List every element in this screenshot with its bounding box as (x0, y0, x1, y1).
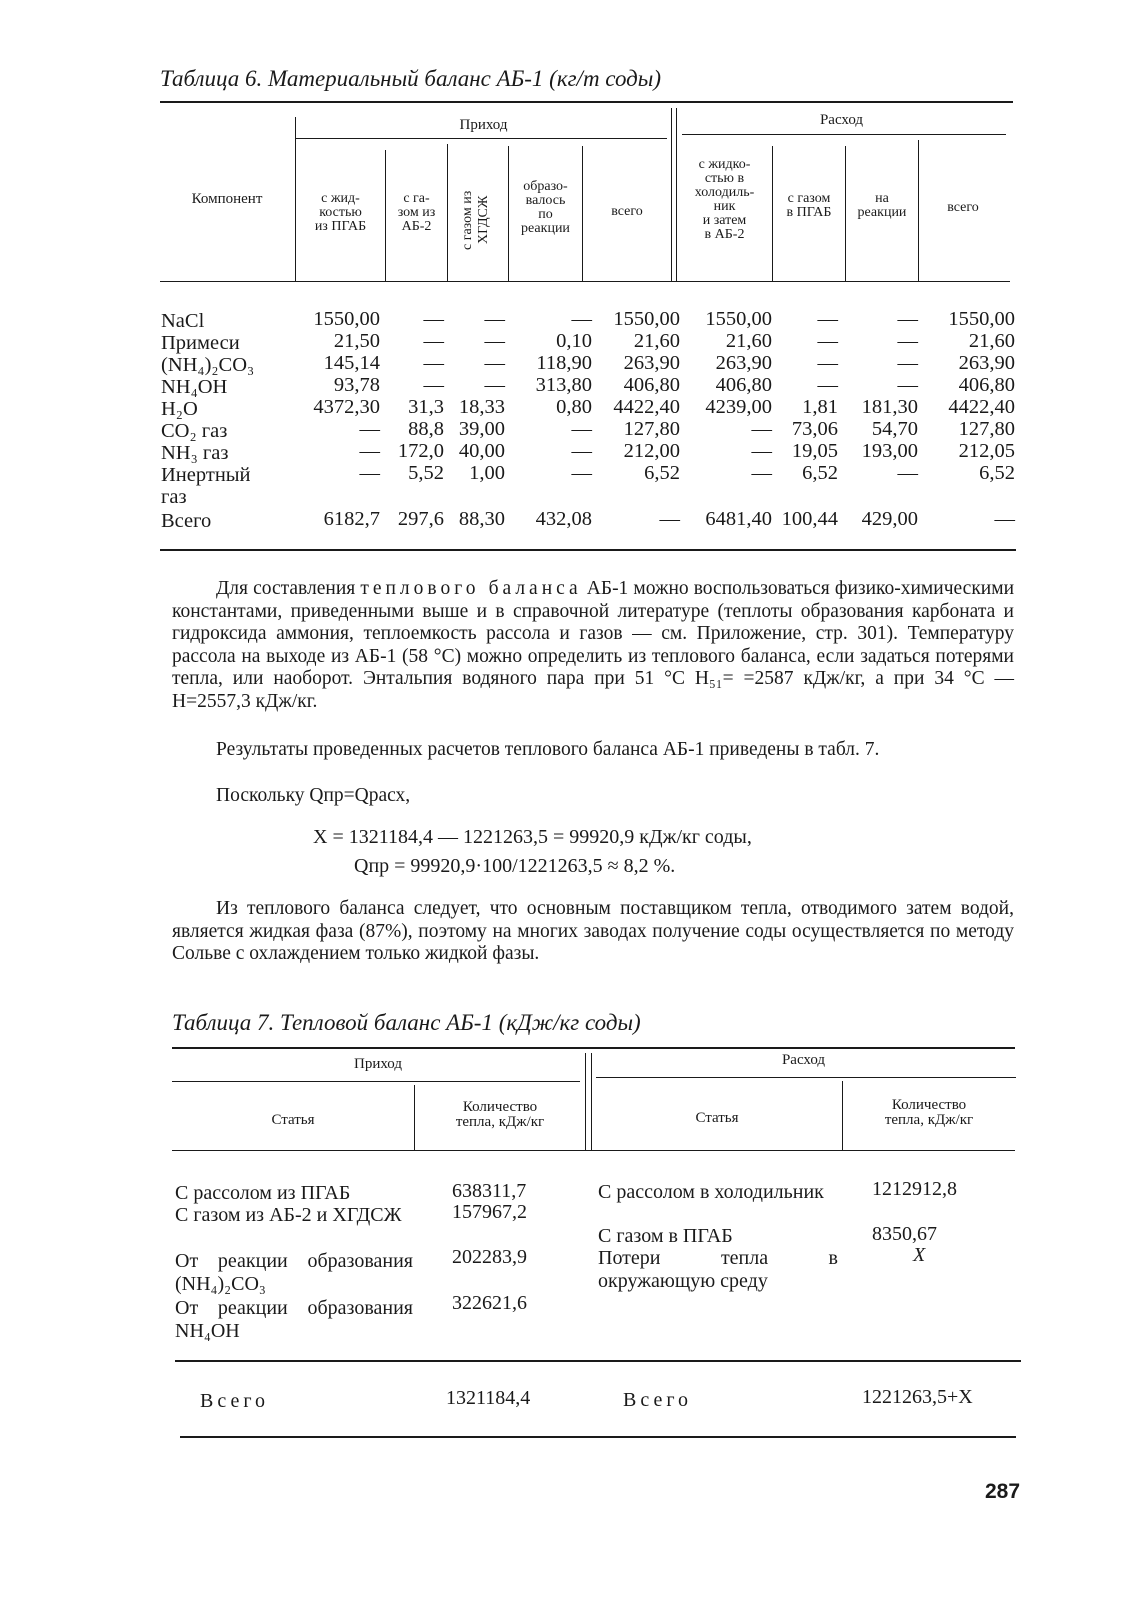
table6-cell: 1550,00 (613, 308, 680, 330)
table6-cell: 6,52 (802, 462, 838, 484)
table7-caption: Таблица 7. Тепловой баланс АБ-1 (кДж/кг соды) (172, 1010, 641, 1035)
table6-cell: — (484, 352, 505, 374)
table6-bottom-rule (160, 549, 1016, 551)
table6-cell: — (571, 308, 592, 330)
table6-cell: 212,05 (958, 440, 1015, 462)
table6-cell: 313,80 (535, 374, 592, 396)
header-inc-total: всего (611, 204, 643, 219)
table6-cell: — (484, 330, 505, 352)
table6-cell: 6481,40 (705, 508, 772, 530)
table6-cell: 145,14 (323, 352, 380, 374)
table6-cell: — (571, 418, 592, 440)
formula-x: X = 1321184,4 — 1221263,5 = 99920,9 кДж/кг соды, (313, 826, 752, 848)
table7-header-item-income: Статья (271, 1112, 315, 1128)
table6-cell: 1,00 (469, 462, 505, 484)
table6-cell: 18,33 (458, 396, 505, 418)
total-income-label: Всего (200, 1390, 270, 1412)
table6-cell: 212,00 (623, 440, 680, 462)
table6-cell: — (423, 330, 444, 352)
table6-cell: — (897, 352, 918, 374)
total-expense-label: Всего (623, 1389, 693, 1411)
table6-header-rule (160, 281, 1010, 282)
table6-top-rule (160, 101, 1013, 103)
table6-cell: 263,90 (623, 352, 680, 374)
header-income: Приход (459, 117, 508, 133)
row-name: Инертный газ (161, 464, 251, 508)
table6-cell: 172,0 (397, 440, 444, 462)
table6-cell: — (571, 462, 592, 484)
income-value: 638311,7 (452, 1180, 527, 1202)
table6-cell: 1,81 (802, 396, 838, 418)
header-exp-liquid: с жидко- стью в холодиль- ник и затем в АБ-2 (694, 157, 755, 242)
table6-cell: — (994, 508, 1015, 530)
expense-value: 1212912,8 (872, 1178, 957, 1200)
header-expense: Расход (819, 112, 864, 128)
table6-cell: — (751, 440, 772, 462)
table6-cell: — (484, 374, 505, 396)
income-item: От реакции образования NH₄OH (175, 1297, 413, 1342)
table6-vrule (671, 108, 672, 281)
expense-value: X (913, 1244, 926, 1266)
table6-cell: 1550,00 (705, 308, 772, 330)
table6-cell: 406,80 (958, 374, 1015, 396)
table6-expense-rule (682, 134, 1006, 135)
table6-cell: 406,80 (623, 374, 680, 396)
table6-cell: — (359, 440, 380, 462)
table6-cell: — (423, 374, 444, 396)
header-inc-reaction: образо- валось по реакции (521, 179, 570, 236)
expense-item: С рассолом в холодильник (598, 1181, 824, 1203)
table6-cell: — (751, 462, 772, 484)
table7-header-item-expense: Статья (695, 1110, 739, 1126)
row-name: Всего (161, 510, 212, 532)
table6-cell: — (423, 308, 444, 330)
table6-cell: — (659, 508, 680, 530)
row-name: CO₂ газ (161, 420, 228, 442)
header-inc-liquid: с жид- костью из ПГАБ (314, 191, 367, 234)
table7-vrule (585, 1053, 586, 1150)
table6-cell: 1550,00 (948, 308, 1015, 330)
income-item: От реакции образования (NH₄)₂CO₃ (175, 1250, 413, 1295)
table6-cell: 263,90 (715, 352, 772, 374)
expense-item: Потери тепла в окружающую среду (598, 1247, 838, 1292)
p1-text: АБ-1 можно воспользоваться физико-химическими константами, приведенными выше и в справочной литературе (теплоты образования карбоната и гидроксида аммония, теплоемкость рассола и газов — см. Приложение, стр. 301). Температуру рассола на выходе из АБ-1 (58 °С) можно определить из теплового баланса, если задаться потерями тепла, или наоборот. Энтальпия водяного пара при 51 °С H₅₁= =2587 кДж/кг, а при 34 °С — H=2557,3 кДж/кг. (172, 578, 1014, 712)
table6-cell: — (817, 352, 838, 374)
formula-q: Qпр = 99920,9·100/1221263,5 ≈ 8,2 %. (354, 855, 676, 877)
table6-cell: 21,50 (333, 330, 380, 352)
table6-cell: 127,80 (623, 418, 680, 440)
table6-income-rule (295, 138, 667, 139)
table7-header-rule (172, 1150, 1015, 1151)
total-expense-value: 1221263,5+X (862, 1386, 973, 1408)
table6-cell: 39,00 (458, 418, 505, 440)
row-name: Примеси (161, 332, 240, 354)
table6-cell: 93,78 (333, 374, 380, 396)
income-item: С рассолом из ПГАБ (175, 1182, 351, 1204)
table6-cell: — (359, 418, 380, 440)
table7-header-expense: Расход (781, 1052, 826, 1068)
table6-cell: — (423, 352, 444, 374)
row-name: NaCl (161, 310, 205, 332)
table6-cell: 1550,00 (313, 308, 380, 330)
table6-cell: 31,3 (408, 396, 444, 418)
table6-cell: 406,80 (715, 374, 772, 396)
table6-cell: 4422,40 (948, 396, 1015, 418)
header-exp-reaction: на реакции (857, 191, 907, 220)
paragraph-conclusion: Из теплового баланса следует, что основным поставщиком тепла, отводимого затем водой, является жидкая фаза (87%), поэтому на многих заводах получение соды осуществляется по методу Сольве с охлаждением только жидкой фазы. (172, 898, 1014, 965)
table6-cell: 6182,7 (323, 508, 380, 530)
table6-cell: 21,60 (633, 330, 680, 352)
header-inc-gas-hgdszh: с газом из ХГДСЖ (460, 190, 491, 250)
table6-cell: — (817, 374, 838, 396)
table6-cell: — (817, 330, 838, 352)
table6-cell: 6,52 (644, 462, 680, 484)
table6-caption: Таблица 6. Материальный баланс АБ-1 (кг/т соды) (160, 66, 662, 91)
table6-cell: — (484, 308, 505, 330)
table6-cell: — (897, 374, 918, 396)
table6-cell: 263,90 (958, 352, 1015, 374)
paragraph-since: Поскольку Qпр=Qрасх, (216, 785, 411, 806)
table6-cell: — (571, 440, 592, 462)
total-income-value: 1321184,4 (446, 1387, 531, 1409)
p1-text: Для составления (216, 578, 361, 599)
header-exp-total: всего (947, 200, 979, 215)
income-value: 157967,2 (452, 1201, 527, 1223)
table6-cell: 40,00 (458, 440, 505, 462)
expense-item: С газом в ПГАБ (598, 1225, 733, 1247)
p1-spaced-term: теплового баланса (360, 578, 582, 599)
paragraph-results: Результаты проведенных расчетов теплового баланса АБ-1 приведены в табл. 7. (216, 739, 880, 760)
table6-cell: 88,8 (408, 418, 444, 440)
table6-cell: 297,6 (397, 508, 444, 530)
table6-cell: 5,52 (408, 462, 444, 484)
table7-header-qty-income: Количество тепла, кДж/кг (455, 1099, 545, 1130)
header-inc-gas-ab2: с га- зом из АБ-2 (397, 191, 436, 234)
table6-cell: 429,00 (861, 508, 918, 530)
table6-cell: 0,80 (556, 396, 592, 418)
table6-cell: 181,30 (861, 396, 918, 418)
row-name: NH₃ газ (161, 442, 229, 464)
expense-value: 8350,67 (872, 1223, 937, 1245)
table6-cell: 100,44 (781, 508, 838, 530)
table7-income-rule (172, 1081, 580, 1082)
table7-total-rule (175, 1360, 1021, 1362)
table6-cell: 88,30 (458, 508, 505, 530)
table6-cell: — (897, 462, 918, 484)
table7-bottom-rule (180, 1436, 1016, 1438)
row-name: H₂O (161, 398, 198, 420)
table6-cell: 6,52 (979, 462, 1015, 484)
income-value: 322621,6 (452, 1292, 527, 1314)
table6-vrule (447, 144, 448, 281)
table6-cell: — (817, 308, 838, 330)
table6-cell: — (751, 418, 772, 440)
table6-cell: 19,05 (791, 440, 838, 462)
table6-cell: 73,06 (791, 418, 838, 440)
table7-header-qty-expense: Количество тепла, кДж/кг (884, 1097, 974, 1128)
table6-cell: — (897, 330, 918, 352)
table6-cell: 4422,40 (613, 396, 680, 418)
income-item: С газом из АБ-2 и ХГДСЖ (175, 1204, 402, 1226)
table7-top-rule (172, 1047, 1015, 1049)
table7-header-income: Приход (354, 1056, 402, 1072)
row-name: NH₄OH (161, 376, 228, 398)
header-component: Компонент (191, 191, 263, 207)
table6-cell: 4239,00 (705, 396, 772, 418)
table6-cell: — (897, 308, 918, 330)
table6-cell: 432,08 (535, 508, 592, 530)
table6-cell: 0,10 (556, 330, 592, 352)
table7-expense-rule (596, 1077, 1016, 1078)
table6-cell: 118,90 (536, 352, 592, 374)
table6-cell: — (359, 462, 380, 484)
page-number: 287 (985, 1480, 1021, 1503)
table6-cell: 127,80 (958, 418, 1015, 440)
table6-cell: 21,60 (968, 330, 1015, 352)
paragraph-heat-balance (172, 578, 1014, 714)
table6-cell: 4372,30 (313, 396, 380, 418)
income-value: 202283,9 (452, 1246, 527, 1268)
row-name: (NH₄)₂CO₃ (161, 354, 255, 376)
table6-cell: 54,70 (871, 418, 918, 440)
table6-cell: 21,60 (725, 330, 772, 352)
table6-cell: 193,00 (861, 440, 918, 462)
header-exp-gas-pgab: с газом в ПГАБ (786, 191, 832, 220)
